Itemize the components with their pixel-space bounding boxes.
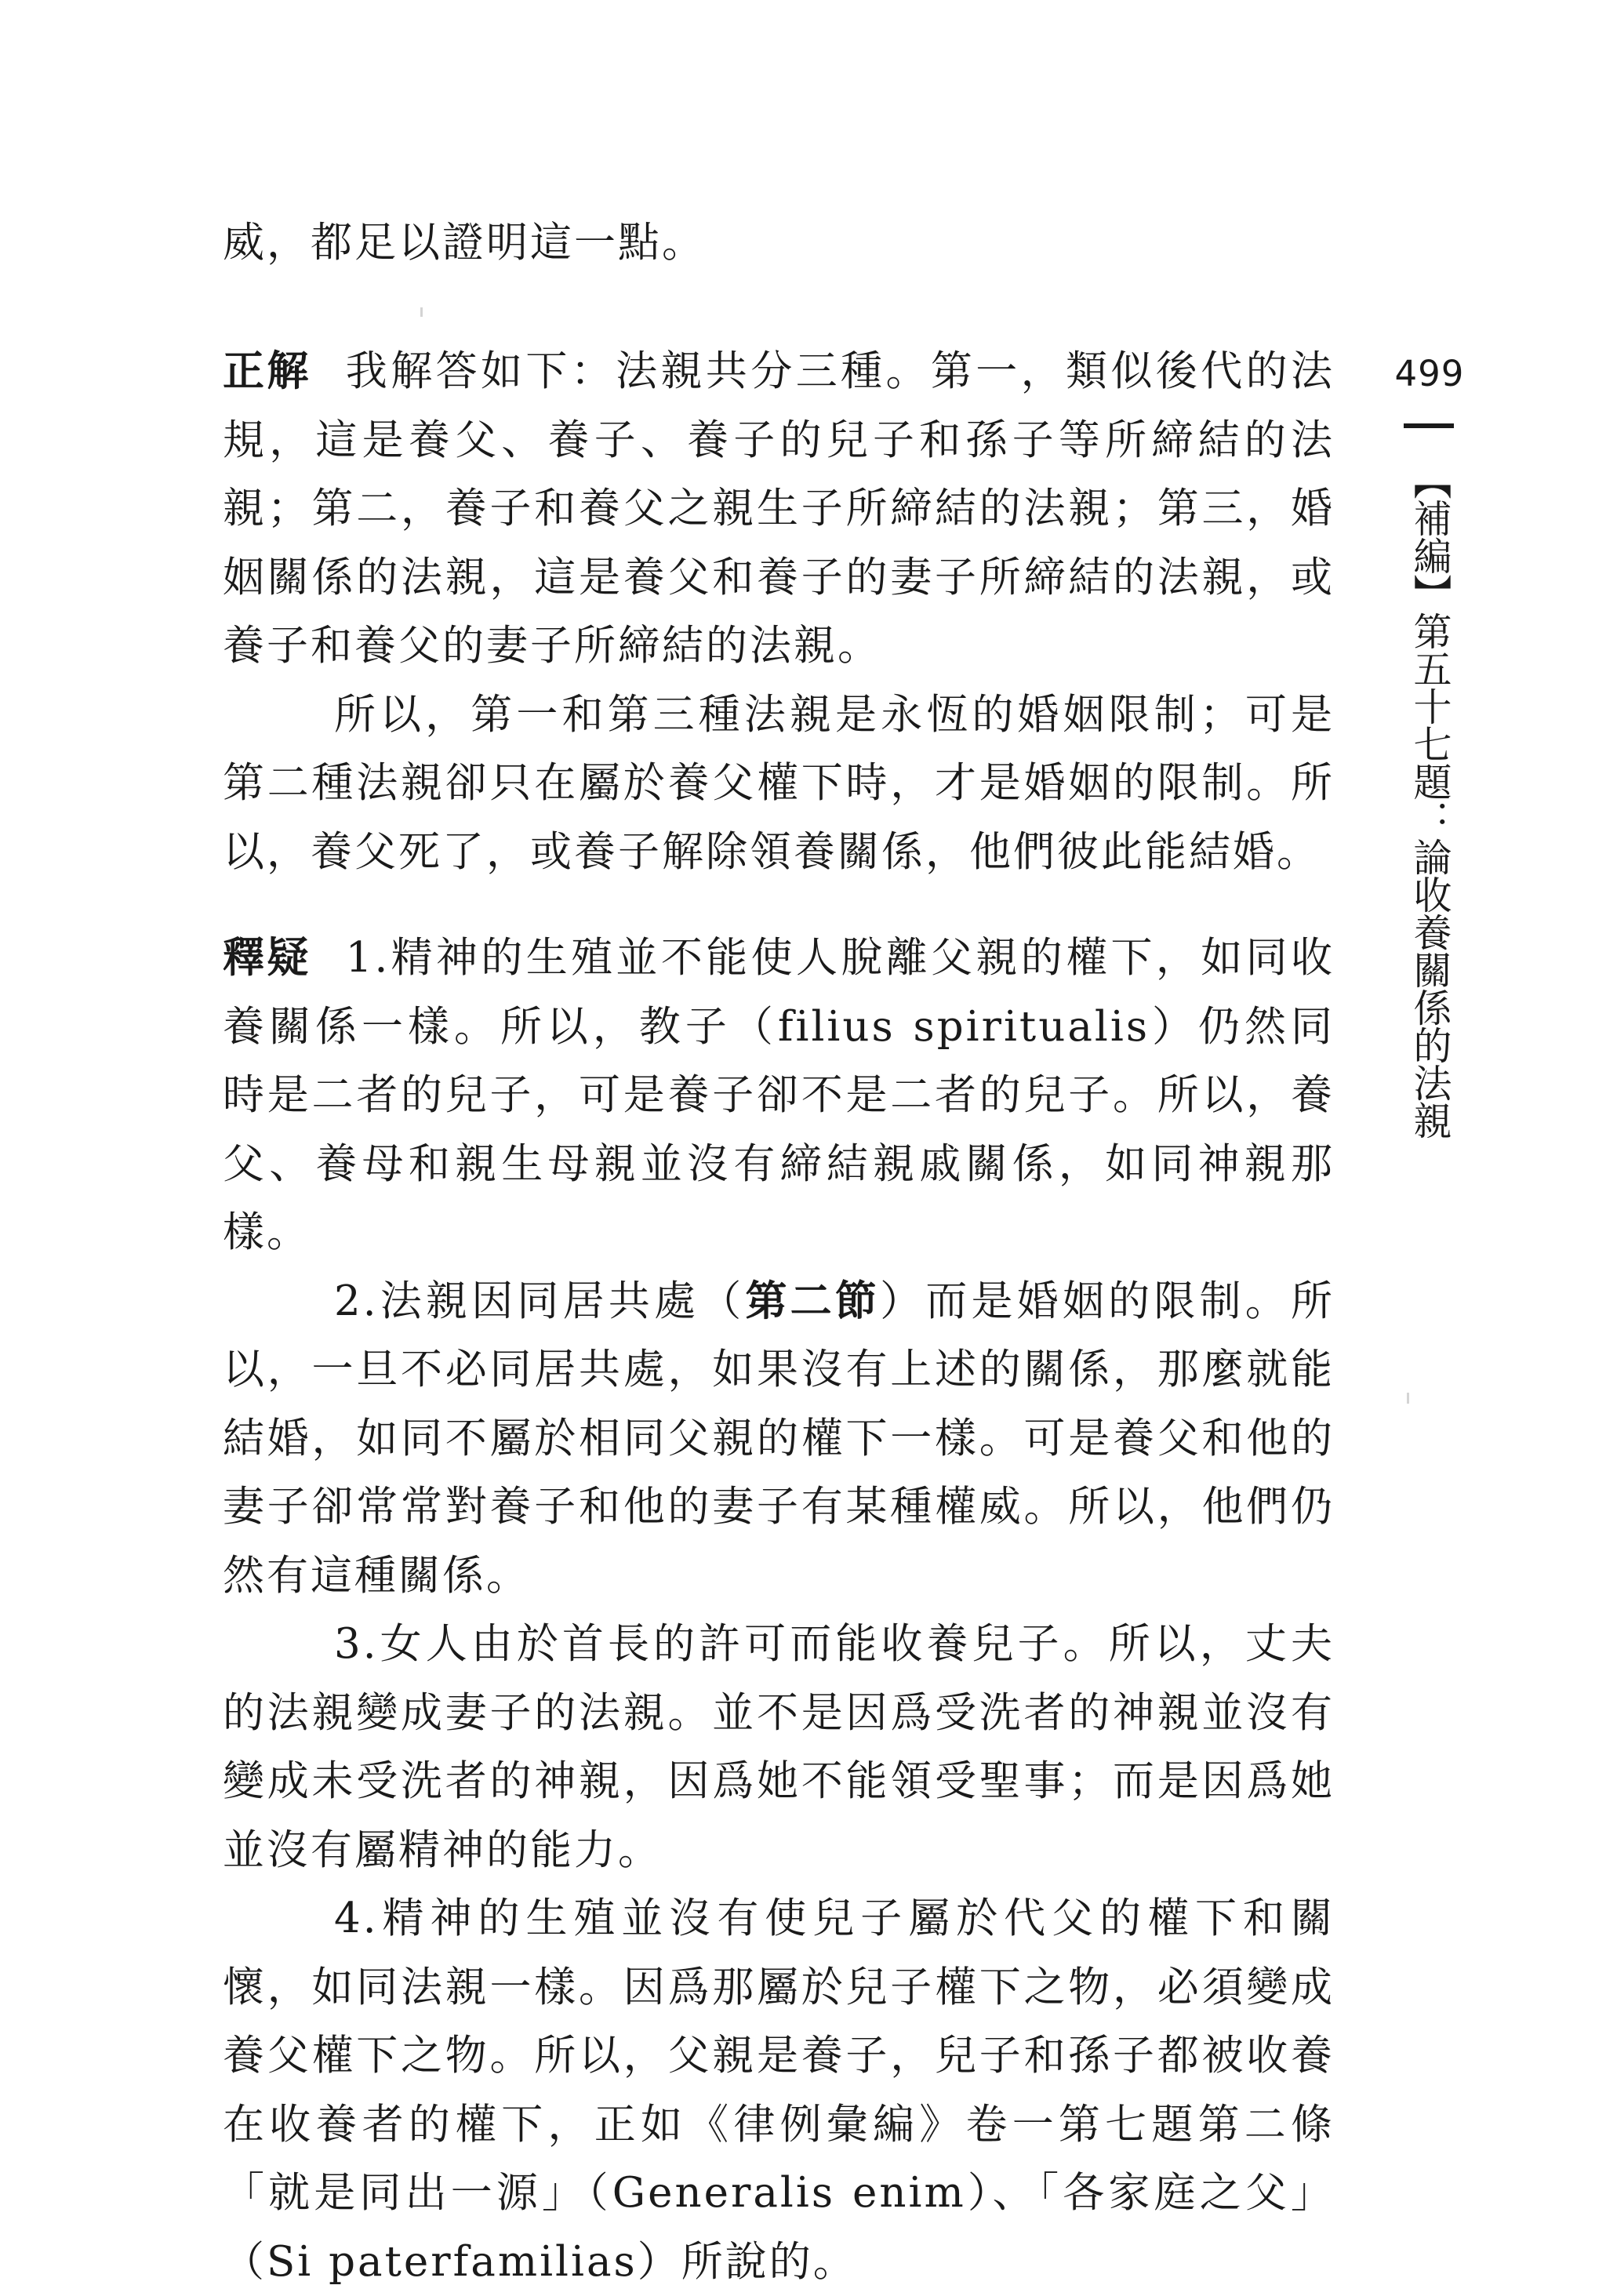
doubt-item-3: 3.女人由於首長的許可而能收養兒子。所以，丈夫的法親變成妻子的法親。並不是因爲受洗者的神親並沒有變成未受洗者的神親，因爲她不能領受聖事；而是因爲她並沒有屬精神的能力。 bbox=[223, 1620, 1335, 1874]
doubt-text-2-bold: 第二節 bbox=[745, 1277, 881, 1325]
page-number-rule bbox=[1404, 423, 1454, 428]
doubt-item-4: 4.精神的生殖並沒有使兒子屬於代父的權下和關懷，如同法親一樣。因爲那屬於兒子權下之物，必須變成養父權下之物。所以，父親是養子，兒子和孫子都被收養在收養者的權下，正如《律例彙編》卷一第七題第二條「就是同出一源」（Generalis enim）、「各家庭之父」（Si paterfamilias）所說的。 bbox=[223, 1895, 1335, 2286]
running-head: 【補編】第五十七題：論收養關係的法親 bbox=[1408, 461, 1452, 1139]
doubts-lead-label: 釋疑 bbox=[223, 934, 311, 982]
answer-paragraph-2: 所以，第一和第三種法親是永恆的婚姻限制；可是第二種法親卻只在屬於養父權下時，才是婚姻的限制。所以，養父死了，或養子解除領養關係，他們彼此能結婚。 bbox=[223, 690, 1335, 876]
answer-section bbox=[223, 337, 1335, 886]
answer-text-1: 我解答如下：法親共分三種。第一，類似後代的法規，這是養父、養子、養子的兒子和孫子等所締結的法親；第二，養子和養父之親生子所締結的法親；第三，婚姻關係的法親，這是養父和養子的妻子所締結的法親，或養子和養父的妻子所締結的法親。 bbox=[223, 347, 1335, 670]
scan-speck bbox=[1407, 1393, 1409, 1404]
doubt-text-2-after: ）而是婚姻的限制。所以，一旦不必同居共處，如果沒有上述的關係，那麼就能結婚，如同不屬於相同父親的權下一樣。可是養父和他的妻子卻常常對養子和他的妻子有某種權威。所以，他們仍然有這種關係。 bbox=[223, 1277, 1335, 1600]
answer-lead-label: 正解 bbox=[223, 347, 311, 395]
doubts-section bbox=[223, 924, 1335, 2296]
opening-line: 威，都足以證明這一點。 bbox=[223, 219, 706, 267]
page-number: 499 bbox=[1394, 353, 1465, 394]
doubt-text-2-before: 2.法親因同居共處（ bbox=[334, 1277, 746, 1325]
answer-paragraph-1 bbox=[223, 337, 1335, 681]
doubt-item-1 bbox=[223, 924, 1335, 1267]
doubt-text-1: 1.精神的生殖並不能使人脫離父親的權下，如同收養關係一樣。所以，教子（filius spiritualis）仍然同時是二者的兒子，可是養子卻不是二者的兒子。所以，養父、養母和親生母親並沒有締結親戚關係，如同神親那樣。 bbox=[223, 934, 1335, 1256]
doubt-item-2 bbox=[223, 1267, 1335, 1611]
scan-speck bbox=[420, 307, 423, 317]
